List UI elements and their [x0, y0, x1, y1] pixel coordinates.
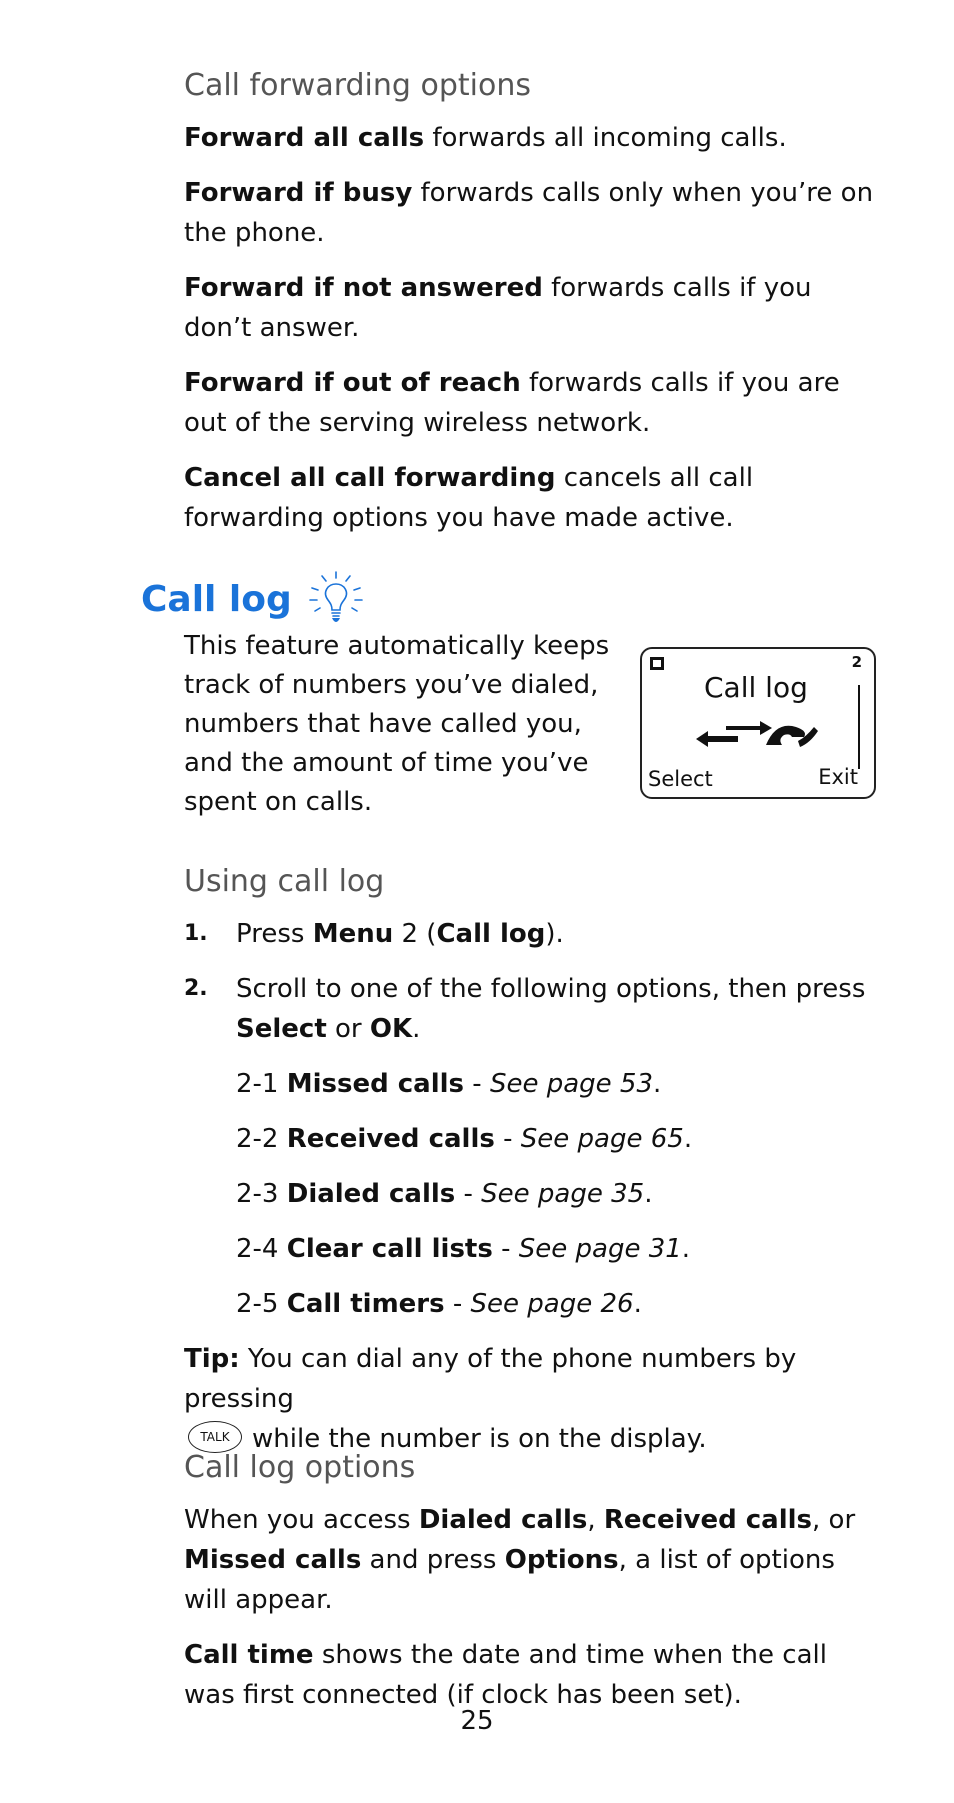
lightbulb-tip-icon — [308, 570, 364, 630]
step-text: Scroll to one of the following options, then press Select or OK. — [236, 974, 866, 1044]
select-softkey: Select — [648, 767, 713, 791]
forwarding-desc: forwards calls only when you’re on the phone. — [184, 178, 874, 248]
call-log-title-row — [141, 570, 364, 630]
forwarding-item — [184, 268, 884, 348]
using-call-log-section — [184, 862, 884, 1474]
forwarding-term: Forward all calls — [184, 123, 425, 153]
forwarding-term: Forward if busy — [184, 178, 413, 208]
step-item — [184, 969, 884, 1049]
forwarding-desc: forwards calls if you are out of the serving wireless network. — [184, 368, 840, 438]
screen-title: Call log — [704, 671, 808, 704]
forwarding-term: Forward if not answered — [184, 273, 543, 303]
menu-option: 2-4 Clear call lists - See page 31. — [236, 1234, 691, 1264]
step-number: 2. — [184, 976, 208, 1001]
step-item — [184, 914, 884, 954]
tip-label: Tip: — [184, 1344, 240, 1374]
forwarding-desc: forwards all incoming calls. — [424, 123, 787, 153]
forwarding-desc: forwards calls if you don’t answer. — [184, 273, 812, 343]
menu-option: 2-3 Dialed calls - See page 35. — [236, 1179, 653, 1209]
using-heading: Using call log — [184, 864, 385, 899]
forwarding-item — [184, 363, 884, 443]
talk-key-icon: TALK — [188, 1421, 242, 1453]
forwarding-term: Forward if out of reach — [184, 368, 521, 398]
step-text: Press Menu 2 (Call log). — [236, 919, 564, 949]
scroll-bar — [858, 685, 860, 769]
menu-option: 2-2 Received calls - See page 65. — [236, 1124, 693, 1154]
section-title: Call log — [141, 579, 292, 620]
step-number: 1. — [184, 921, 208, 946]
call-log-arrows-icon — [696, 715, 826, 751]
forwarding-section — [184, 66, 884, 553]
forwarding-heading: Call forwarding options — [184, 68, 531, 103]
forwarding-desc: cancels all call forwarding options you have made active. — [184, 463, 754, 533]
tip-paragraph: Tip: You can dial any of the phone numbers by pressing TALK while the number is on the display. — [184, 1344, 797, 1454]
call-log-options-section — [184, 1448, 884, 1730]
call-time-paragraph: Call time shows the date and time when the call was first connected (if clock has been set). — [184, 1640, 827, 1710]
forwarding-item — [184, 458, 884, 538]
phone-screen-illustration — [640, 647, 876, 799]
forwarding-item — [184, 118, 884, 158]
call-log-intro: This feature automatically keeps track of numbers you’ve dialed, numbers that have called you, and the amount of time you’ve spent on calls. — [184, 631, 610, 817]
exit-softkey: Exit — [818, 765, 858, 789]
forwarding-item — [184, 173, 884, 253]
options-heading: Call log options — [184, 1450, 416, 1485]
page-number: 25 — [460, 1706, 494, 1736]
menu-option: 2-5 Call timers - See page 26. — [236, 1289, 642, 1319]
signal-indicator-icon — [650, 657, 664, 670]
menu-option: 2-1 Missed calls - See page 53. — [236, 1069, 662, 1099]
menu-number: 2 — [851, 653, 862, 671]
options-paragraph: When you access Dialed calls, Received calls, or Missed calls and press Options, a list of options will appear. — [184, 1505, 856, 1615]
forwarding-term: Cancel all call forwarding — [184, 463, 556, 493]
